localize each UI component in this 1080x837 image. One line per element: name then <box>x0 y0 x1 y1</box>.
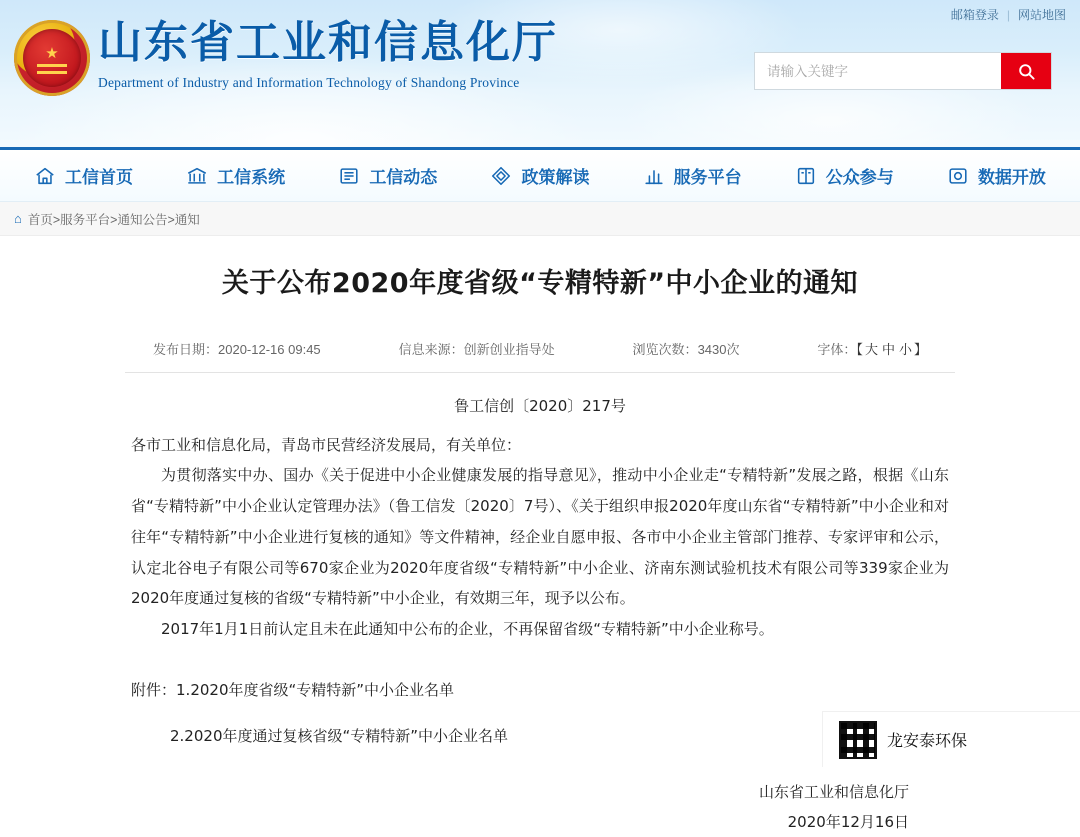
attachment-item-1[interactable]: 1.2020年度省级“专精特新”中小企业名单 <box>176 680 455 699</box>
document-number: 鲁工信创〔2020〕217号 <box>454 396 626 415</box>
national-emblem-icon: ★ <box>14 20 90 96</box>
bracket-close: 】 <box>913 341 927 357</box>
nav-label-participation: 公众参与 <box>825 168 894 187</box>
book-icon <box>795 165 817 187</box>
nav-item-service[interactable] <box>643 163 742 188</box>
publish-date-value: 2020-12-16 09:45 <box>218 341 321 357</box>
nav-label-policy: 政策解读 <box>521 168 590 187</box>
signature <box>125 777 955 837</box>
site-brand <box>98 18 558 91</box>
font-size-switcher <box>817 339 927 358</box>
source-label: 信息来源： <box>398 341 464 357</box>
home-icon: ⌂ <box>14 211 22 226</box>
source <box>399 339 555 358</box>
paragraph-main: 为贯彻落实中办、国办《关于促进中小企业健康发展的指导意见》，推动中小企业走“专精特新”发展之路，根据《山东省“专精特新”中小企业认定管理办法》（鲁工信发〔2020〕7号）、《关于组织申报2020年度山东省“专精特新”中小企业和对往年“专精特新”中小企业进行复核的通知》等文件精神，经企业自愿申报、各市中小企业主管部门推荐、专家评审和公示，认定北谷电子有限公司等670家企业为2020年度省级“专精特新”中小企业、济南东测试验机技术有限公司等339家企业为2020年度通过复核的省级“专精特新”中小企业，有效期三年，现予以公布。 <box>131 466 949 608</box>
sitemap-link[interactable]: 网站地图 <box>1017 8 1066 22</box>
nav-label-service: 服务平台 <box>673 168 742 187</box>
attachment-item-2[interactable]: 2.2020年度通过复核省级“专精特新”中小企业名单 <box>170 726 509 745</box>
chart-icon <box>643 165 665 187</box>
bank-icon <box>186 165 208 187</box>
nav-item-news[interactable] <box>338 163 437 188</box>
diamond-icon <box>490 165 512 187</box>
home-icon <box>34 165 56 187</box>
paragraph-salutation: 各市工业和信息化局，青岛市民营经济发展局，有关单位： <box>131 435 522 454</box>
nav-label-system: 工信系统 <box>217 168 286 187</box>
page-title: 关于公布2020年度省级“专精特新”中小企业的通知 <box>221 268 859 299</box>
nav-item-home[interactable] <box>34 163 133 188</box>
font-size-label: 字体： <box>817 341 857 357</box>
publish-date <box>153 339 321 358</box>
nav-label-news: 工信动态 <box>369 168 438 187</box>
breadcrumb-text[interactable]: 首页>服务平台>通知公告>通知 <box>27 212 200 227</box>
brand-title-en: Department of Industry and Information Technology of Shandong Province <box>98 74 520 90</box>
nav-item-open-data[interactable] <box>947 163 1046 188</box>
font-size-large[interactable]: 大 <box>864 341 878 357</box>
search-input[interactable] <box>755 53 1001 89</box>
source-value: 创新创业指导处 <box>463 341 555 357</box>
signature-date: 2020年12月16日 <box>787 813 909 832</box>
nav-item-participation[interactable] <box>795 163 894 188</box>
search-button[interactable] <box>1001 53 1051 89</box>
nav-label-open-data: 数据开放 <box>977 168 1046 187</box>
search-icon <box>1017 62 1036 81</box>
article-meta <box>125 331 955 373</box>
news-icon <box>338 165 360 187</box>
nav-item-policy[interactable] <box>490 163 589 188</box>
article-body <box>125 430 955 645</box>
mail-login-link[interactable]: 邮箱登录 <box>950 8 999 22</box>
font-size-small[interactable]: 小 <box>898 341 912 357</box>
publish-date-label: 发布日期： <box>153 341 219 357</box>
bracket-open: 【 <box>856 341 863 357</box>
nav-label-home: 工信首页 <box>65 168 133 187</box>
brand-title-cn: 山东省工业和信息化厅 <box>98 17 558 68</box>
view-count-value: 3430次 <box>697 341 740 357</box>
search-bar[interactable] <box>754 52 1052 90</box>
top-links-separator: | <box>1006 7 1010 22</box>
database-icon <box>947 165 969 187</box>
site-header <box>0 0 1080 150</box>
font-size-medium[interactable]: 中 <box>881 341 895 357</box>
attachment-line-1 <box>131 675 949 706</box>
watermark-text: 龙安泰环保 <box>887 731 968 750</box>
paragraph-note: 2017年1月1日前认定且未在此通知中公布的企业，不再保留省级“专精特新”中小企业称号。 <box>161 620 774 638</box>
nav-item-system[interactable] <box>186 163 285 188</box>
signature-org: 山东省工业和信息化厅 <box>758 783 909 802</box>
view-count-label: 浏览次数： <box>632 341 698 357</box>
view-count <box>633 339 740 358</box>
top-utility-links <box>951 6 1066 23</box>
breadcrumb <box>0 202 1080 236</box>
qr-code-icon <box>839 721 877 759</box>
attachment-label: 附件： <box>131 680 177 699</box>
watermark-badge <box>822 711 1080 767</box>
main-nav <box>0 150 1080 202</box>
